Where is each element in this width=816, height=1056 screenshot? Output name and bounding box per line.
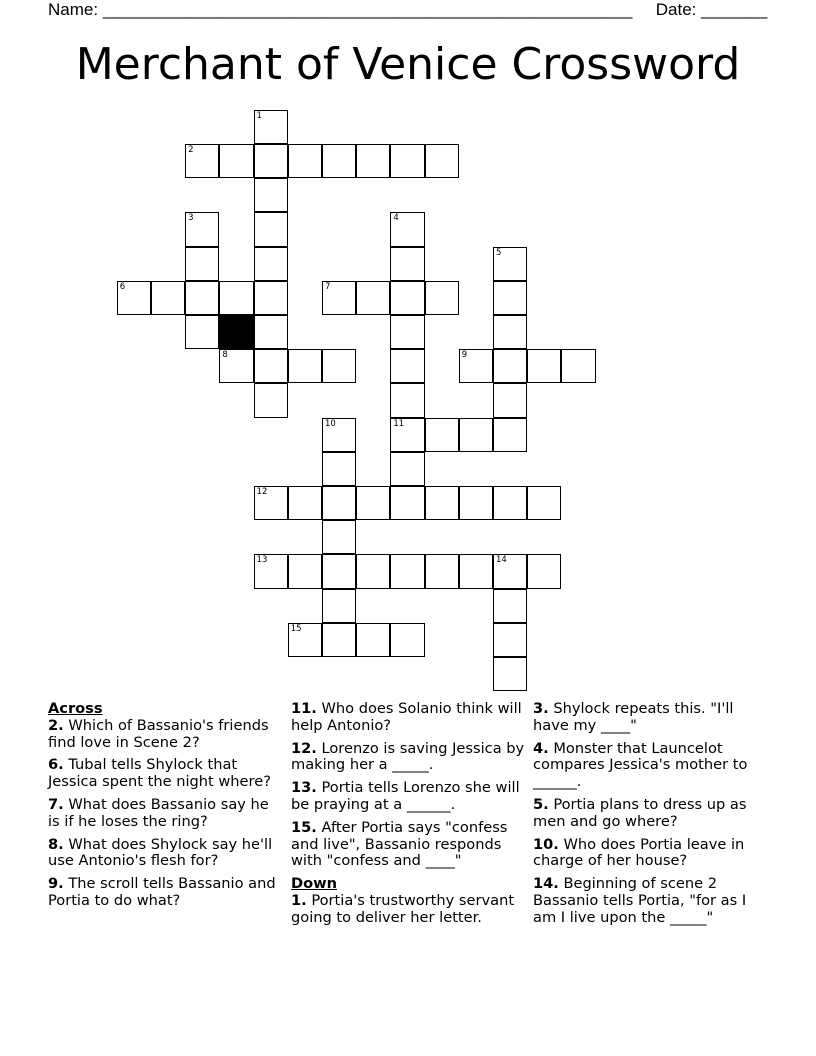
grid-cell[interactable] <box>254 110 288 144</box>
grid-cell[interactable] <box>493 418 527 452</box>
cell-number: 3 <box>188 213 194 224</box>
clue-text: Portia plans to dress up as men and go where? <box>533 795 747 830</box>
grid-cell[interactable] <box>288 623 322 657</box>
grid-cell[interactable] <box>527 554 561 588</box>
clue-text: The scroll tells Bassanio and Portia to do what? <box>48 875 276 909</box>
down-clue <box>533 741 769 791</box>
across-clue <box>48 876 284 910</box>
grid-cell[interactable] <box>493 554 527 588</box>
down-heading: Down <box>291 875 338 893</box>
clue-number: 9. <box>48 875 64 893</box>
grid-cell[interactable] <box>254 247 288 281</box>
clue-number: 10. <box>533 835 559 853</box>
grid-cell[interactable] <box>288 554 322 588</box>
grid-cell[interactable] <box>254 212 288 246</box>
clue-text: Portia tells Lorenzo she will be praying at a ______. <box>291 779 520 813</box>
grid-cell[interactable] <box>561 349 595 383</box>
clue-number: 8. <box>48 835 64 853</box>
grid-cell[interactable] <box>219 349 253 383</box>
grid-cell[interactable] <box>390 486 424 520</box>
across-clue <box>291 820 527 870</box>
grid-cell[interactable] <box>254 349 288 383</box>
grid-cell[interactable] <box>390 212 424 246</box>
grid-cell[interactable] <box>493 383 527 417</box>
across-heading: Across <box>48 700 103 717</box>
grid-cell[interactable] <box>356 623 390 657</box>
grid-cell[interactable] <box>493 315 527 349</box>
grid-cell[interactable] <box>322 589 356 623</box>
grid-cell[interactable] <box>151 281 185 315</box>
down-clue <box>533 701 769 735</box>
clue-column-3 <box>533 701 769 933</box>
grid-cell[interactable] <box>493 281 527 315</box>
grid-cell[interactable] <box>356 554 390 588</box>
clue-text: Monster that Launcelot compares Jessica's mother to ______. <box>533 739 748 791</box>
clue-number: 11. <box>291 700 317 717</box>
grid-cell[interactable] <box>356 486 390 520</box>
cell-number: 15 <box>290 623 302 634</box>
grid-cell[interactable] <box>425 486 459 520</box>
cell-number: 14 <box>495 555 507 566</box>
grid-cell[interactable] <box>459 554 493 588</box>
grid-cell[interactable] <box>493 349 527 383</box>
grid-cell[interactable] <box>254 383 288 417</box>
grid-cell[interactable] <box>322 486 356 520</box>
across-clue <box>291 701 527 735</box>
clue-column-2 <box>291 701 527 933</box>
grid-cell[interactable] <box>322 281 356 315</box>
grid-cell[interactable] <box>425 144 459 178</box>
down-clue <box>533 837 769 871</box>
grid-cell[interactable] <box>254 281 288 315</box>
date-blank: _______ <box>701 0 768 19</box>
cell-number: 4 <box>393 213 399 224</box>
grid-cell[interactable] <box>288 349 322 383</box>
grid-cell[interactable] <box>288 144 322 178</box>
grid-cell[interactable] <box>356 144 390 178</box>
clue-number: 3. <box>533 700 549 717</box>
cell-number: 8 <box>222 350 228 361</box>
grid-cell[interactable] <box>185 247 219 281</box>
grid-cell[interactable] <box>322 452 356 486</box>
clue-text: Which of Bassanio's friends find love in Scene 2? <box>48 716 269 751</box>
cell-number: 13 <box>256 555 268 566</box>
down-clue <box>533 797 769 831</box>
cell-number: 12 <box>256 486 268 497</box>
clue-text: Portia's trustworthy servant going to deliver her letter. <box>291 891 515 926</box>
grid-cell[interactable] <box>390 383 424 417</box>
cell-number: 7 <box>324 281 331 292</box>
grid-cell[interactable] <box>390 418 424 452</box>
clue-number: 1. <box>291 891 307 909</box>
clue-number: 4. <box>533 739 549 757</box>
grid-cell[interactable] <box>390 452 424 486</box>
across-clue <box>48 797 284 831</box>
grid-cell[interactable] <box>527 486 561 520</box>
cell-number: 6 <box>119 281 126 292</box>
clue-number: 6. <box>48 756 64 774</box>
clue-column-1 <box>48 701 284 916</box>
clue-text: Who does Solanio think will help Antonio? <box>291 700 522 734</box>
grid-cell[interactable] <box>493 657 527 691</box>
down-clue <box>291 893 527 927</box>
across-clue <box>48 718 284 752</box>
grid-cell[interactable] <box>527 349 561 383</box>
clue-number: 15. <box>291 818 317 836</box>
grid-cell[interactable] <box>288 486 322 520</box>
clue-number: 2. <box>48 716 64 734</box>
grid-cell[interactable] <box>425 418 459 452</box>
grid-cell[interactable] <box>254 315 288 349</box>
grid-cell[interactable] <box>322 520 356 554</box>
across-clue <box>291 741 527 775</box>
cell-number: 1 <box>256 110 262 121</box>
grid-cell[interactable] <box>254 554 288 588</box>
grid-cell[interactable] <box>254 178 288 212</box>
grid-cell[interactable] <box>185 315 219 349</box>
grid-cell[interactable] <box>356 281 390 315</box>
grid-cell[interactable] <box>425 281 459 315</box>
clue-text: Tubal tells Shylock that Jessica spent the night where? <box>48 756 271 791</box>
clue-number: 7. <box>48 795 64 813</box>
grid-cell[interactable] <box>459 486 493 520</box>
grid-cell[interactable] <box>425 554 459 588</box>
grid-cell[interactable] <box>390 281 424 315</box>
grid-cell[interactable] <box>254 144 288 178</box>
clue-text: Beginning of scene 2 Bassanio tells Portia, "for as I am I live upon the _____" <box>533 875 747 926</box>
grid-cell[interactable] <box>322 554 356 588</box>
clue-number: 14. <box>533 875 559 893</box>
grid-cell[interactable] <box>493 589 527 623</box>
grid-cell[interactable] <box>219 144 253 178</box>
cell-number: 2 <box>188 144 194 155</box>
grid-cell[interactable] <box>219 281 253 315</box>
grid-cell[interactable] <box>390 623 424 657</box>
grid-cell[interactable] <box>390 554 424 588</box>
name-label: Name: <box>48 0 99 19</box>
grid-cell[interactable] <box>390 315 424 349</box>
grid-cell[interactable] <box>322 418 356 452</box>
grid-cell[interactable] <box>493 247 527 281</box>
grid-cell[interactable] <box>493 486 527 520</box>
clue-number: 12. <box>291 739 317 757</box>
cell-number: 9 <box>461 350 468 361</box>
grid-cell[interactable] <box>459 418 493 452</box>
grid-cell[interactable] <box>117 281 151 315</box>
grid-cell[interactable] <box>185 281 219 315</box>
clue-text: After Portia says "confess and live", Bassanio responds with "confess and ____" <box>291 818 508 870</box>
grid-cell[interactable] <box>254 486 288 520</box>
grid-cell[interactable] <box>185 212 219 246</box>
clue-number: 13. <box>291 779 317 797</box>
grid-cell[interactable] <box>493 623 527 657</box>
grid-cell[interactable] <box>322 144 356 178</box>
cell-number: 5 <box>495 247 502 258</box>
grid-block-cell <box>219 315 253 349</box>
clue-text: What does Bassanio say he is if he loses the ring? <box>48 795 269 830</box>
grid-cell[interactable] <box>390 144 424 178</box>
grid-cell[interactable] <box>459 349 493 383</box>
grid-cell[interactable] <box>390 349 424 383</box>
page-title: Merchant of Venice Crossword <box>75 39 741 90</box>
grid-cell[interactable] <box>322 349 356 383</box>
across-clue <box>48 757 284 791</box>
grid-cell[interactable] <box>322 623 356 657</box>
date-label: Date: <box>655 0 697 19</box>
clue-text: What does Shylock say he'll use Antonio's flesh for? <box>48 835 273 870</box>
clue-text: Who does Portia leave in charge of her house? <box>533 835 745 870</box>
grid-cell[interactable] <box>185 144 219 178</box>
clue-number: 5. <box>533 795 549 813</box>
across-clue <box>48 837 284 871</box>
name-blank: ________________________________________________________ <box>102 0 633 19</box>
across-clue <box>291 780 527 814</box>
down-clue <box>533 876 769 926</box>
cell-number: 11 <box>393 418 405 429</box>
cell-number: 10 <box>324 418 336 429</box>
grid-cell[interactable] <box>390 247 424 281</box>
clue-text: Shylock repeats this. "I'll have my ____" <box>533 700 734 734</box>
clue-text: Lorenzo is saving Jessica by making her a _____. <box>291 739 525 774</box>
